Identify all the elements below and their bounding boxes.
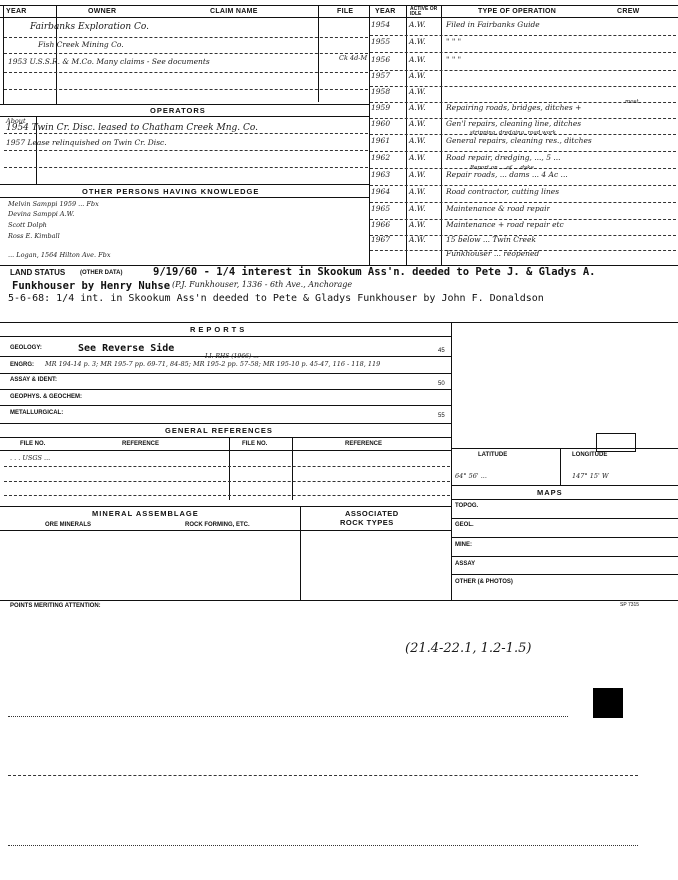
activity-year: 1959	[371, 103, 391, 112]
geology-label: GEOLOGY:	[10, 345, 42, 351]
maps-mine: MINE:	[455, 542, 472, 548]
genref-row-rule	[4, 495, 450, 496]
activity-operation: Filed in Fairbanks Guide	[446, 21, 540, 29]
land-status-label: LAND STATUS	[10, 268, 66, 277]
hdr-year2: YEAR	[375, 8, 396, 15]
rock-forming-label: ROCK FORMING, ETC.	[185, 522, 250, 528]
genref-title: GENERAL REFERENCES	[165, 426, 273, 435]
operators-note: About	[6, 117, 26, 125]
operators-row-rule	[4, 150, 368, 151]
col-op-divider	[441, 5, 442, 265]
geology-num: 45	[438, 348, 445, 354]
reports-title: REPORTS	[190, 325, 248, 334]
activity-year: 1957	[371, 71, 391, 80]
others-entry: Scott Dolph	[8, 221, 47, 229]
engrg-label: ENGRG:	[10, 362, 34, 368]
metallurgical-label: METALLURGICAL:	[10, 410, 64, 416]
maps-rule	[451, 485, 678, 486]
genref-ref2-divider	[292, 437, 293, 500]
engrg-value: MR 194-14 p. 3; MR 195-7 pp. 69-71, 84-85; MR 195-2 pp. 57-58; MR 195-10 p. 45-47, 116 - 118, 119	[45, 360, 381, 368]
points-line	[8, 775, 638, 776]
activity-operation: " " "	[446, 56, 462, 64]
maps-topog: TOPOG.	[455, 503, 479, 509]
activity-note: stripping, dredging, road work	[470, 130, 557, 136]
longitude-label: LONGITUDE	[572, 452, 608, 458]
activity-operation: Repair roads, ... dams ... 4 Ac ...	[446, 171, 568, 179]
owner-row-rule	[4, 72, 368, 73]
activity-status: A.W.	[409, 20, 426, 29]
genref-header-rule	[0, 437, 451, 438]
land-status-line3: 5-6-68: 1/4 int. in Skookum Ass'n deeded to Pete & Gladys Funkhouser by John F. Donaldson	[8, 293, 544, 304]
maps-assay: ASSAY	[455, 561, 476, 567]
maps-other: OTHER (& PHOTOS)	[455, 579, 513, 585]
genref-col-file: FILE NO.	[20, 441, 46, 447]
reports-row-rule	[0, 423, 451, 424]
activity-operation: Repairing roads, bridges, ditches +	[446, 104, 582, 112]
points-label: POINTS MERITING ATTENTION:	[10, 603, 101, 609]
others-entry: Devina Samppi A.W.	[8, 210, 75, 218]
owner-entry: Fairbanks Exploration Co.	[30, 22, 149, 32]
geology-value: See Reverse Side	[78, 343, 175, 354]
owner-file-note: Ck 4d-M	[339, 54, 368, 62]
hdr-year: YEAR	[6, 8, 27, 15]
owner-row-rule	[4, 37, 368, 38]
activity-row-rule	[370, 35, 676, 36]
activity-status: A.W.	[409, 119, 426, 128]
mineral-header-rule	[0, 530, 451, 531]
longitude-value: 147° 15' W	[572, 472, 609, 480]
points-line	[8, 845, 638, 846]
owner-entry: 1953 U.S.S.R. & M.Co. Many claims - See documents	[8, 57, 210, 66]
activity-operation: " " "	[446, 38, 462, 46]
operators-row-rule	[4, 167, 368, 168]
activity-status: A.W.	[409, 235, 426, 244]
latlong-divider	[560, 448, 561, 485]
activity-status: A.W.	[409, 87, 426, 96]
activity-year: 1964	[371, 187, 391, 196]
mineral-title: MINERAL ASSEMBLAGE	[92, 509, 199, 518]
genref-col-ref: REFERENCE	[122, 441, 160, 447]
genref-row-rule	[4, 466, 450, 467]
others-entry: Ross E. Kimball	[8, 232, 60, 240]
others-entry: ... Logan, 1564 Hilton Ave. Fbx	[8, 251, 111, 259]
activity-status: A.W.	[409, 187, 426, 196]
genref-mid-divider	[229, 437, 230, 500]
maps-geol: GEOL.	[455, 522, 474, 528]
mineral-rule	[0, 506, 451, 507]
engrg-top-note: I.I. RHS (1966) ...	[205, 353, 259, 360]
hdr-file: FILE	[337, 8, 354, 15]
hdr-crew: CREW	[617, 8, 640, 15]
form-code: SP 7315	[620, 602, 640, 608]
reports-header-rule	[0, 336, 451, 337]
right-panel-divider	[451, 322, 452, 600]
owner-row-rule	[4, 53, 368, 54]
activity-status: A.W.	[409, 103, 426, 112]
metallurgical-num: 55	[438, 413, 445, 419]
latitude-label: LATITUDE	[478, 452, 508, 458]
owner-row-rule	[4, 89, 368, 90]
activity-year: 1962	[371, 153, 391, 162]
geophys-label: GEOPHYS. & GEOCHEM:	[10, 394, 83, 400]
points-rule	[0, 600, 678, 601]
col-year-divider	[56, 5, 57, 105]
activity-year: 1958	[371, 87, 391, 96]
activity-year: 1960	[371, 119, 391, 128]
activity-operation: Maintenance & road repair	[446, 205, 551, 213]
operators-header-rule	[0, 116, 369, 117]
left-edge	[3, 5, 4, 105]
hdr-owner: OWNER	[88, 8, 117, 15]
activity-note: most	[625, 99, 639, 105]
operator-entry: 1954 Twin Cr. Disc. leased to Chatham Creek Mng. Co.	[6, 123, 258, 133]
activity-status: A.W.	[409, 55, 426, 64]
activity-status: A.W.	[409, 170, 426, 179]
checkbox-box	[596, 433, 636, 452]
hdr-claim-name: CLAIM NAME	[210, 8, 258, 15]
maps-header-rule	[451, 499, 678, 500]
others-title: OTHER PERSONS HAVING KNOWLEDGE	[82, 187, 260, 196]
activity-status: A.W.	[409, 37, 426, 46]
activity-year: 1963	[371, 170, 391, 179]
activity-year: 1966	[371, 220, 391, 229]
reports-rule	[0, 322, 678, 323]
operator-entry: 1957 Lease relinquished on Twin Cr. Disc.	[6, 138, 167, 147]
activity-year: 1956	[371, 55, 391, 64]
activity-operation: Funkhouser ... reopened	[446, 250, 540, 258]
activity-status: A.W.	[409, 136, 426, 145]
activity-status: A.W.	[409, 71, 426, 80]
activity-row-rule	[370, 52, 676, 53]
assay-label: ASSAY & IDENT:	[10, 377, 58, 383]
activity-row-rule	[370, 185, 676, 186]
activity-note: Report on ... of ... dyke	[470, 165, 534, 171]
operators-row-rule	[4, 133, 368, 134]
maps-title: MAPS	[537, 488, 563, 497]
activity-status: A.W.	[409, 204, 426, 213]
others-header-rule	[0, 197, 369, 198]
reports-row-rule	[0, 373, 451, 374]
activity-operation: 15 below ... Twin Creek	[446, 236, 536, 244]
maps-row-rule	[451, 537, 678, 538]
activity-status: A.W.	[409, 153, 426, 162]
activity-operation: Road contractor, cutting lines	[446, 188, 560, 196]
assay-num: 50	[438, 381, 445, 387]
activity-year: 1967	[371, 235, 391, 244]
genref-col-file2: FILE NO.	[242, 441, 268, 447]
activity-operation: Gen'l repairs, cleaning line, ditches	[446, 120, 582, 128]
coordinate-note: (21.4-22.1, 1.2-1.5)	[405, 641, 532, 656]
genref-row-entry: . . . USGS ...	[10, 454, 51, 462]
hdr-active-idle: ACTIVE OR IDLE	[410, 6, 438, 17]
reports-row-rule	[0, 389, 451, 390]
points-line	[8, 716, 568, 717]
maps-row-rule	[451, 518, 678, 519]
assoc-subtitle: ROCK TYPES	[340, 518, 394, 527]
land-status-line1: 9/19/60 - 1/4 interest in Skookum Ass'n. deeded to Pete J. & Gladys A.	[153, 266, 596, 278]
ore-minerals-label: ORE MINERALS	[45, 522, 92, 528]
assoc-rock-divider	[300, 506, 301, 600]
operators-title: OPERATORS	[150, 106, 206, 115]
activity-row-rule	[370, 202, 676, 203]
others-entry: Melvin Samppi 1959 ... Fbx	[8, 200, 99, 208]
activity-operation: General repairs, cleaning res., ditches	[446, 137, 592, 145]
activity-row-rule	[370, 151, 676, 152]
others-rule	[0, 184, 369, 185]
latitude-value: 64° 56' ...	[455, 472, 487, 480]
latlong-rule	[451, 448, 678, 449]
col-file-right	[369, 5, 370, 265]
hdr-type-of-operation: TYPE OF OPERATION	[478, 8, 557, 15]
genref-col-ref2: REFERENCE	[345, 441, 383, 447]
activity-status: A.W.	[409, 220, 426, 229]
land-status-line2-hand: (P.J. Funkhouser, 1336 - 6th Ave., Anchorage	[172, 280, 353, 289]
genref-row-rule	[4, 481, 450, 482]
activity-year: 1954	[371, 20, 391, 29]
assoc-title: ASSOCIATED	[345, 509, 399, 518]
header-rule	[0, 17, 678, 18]
activity-year: 1955	[371, 37, 391, 46]
owner-entry: Fish Creek Mining Co.	[38, 40, 124, 49]
land-status-line2: Funkhouser by Henry Nuhse	[12, 280, 171, 292]
maps-row-rule	[451, 556, 678, 557]
col-active-divider	[406, 5, 407, 265]
reports-row-rule	[0, 405, 451, 406]
top-rule	[0, 5, 678, 6]
registration-mark	[593, 688, 623, 718]
activity-year: 1965	[371, 204, 391, 213]
activity-operation: Road repair, dredging, ..., 5 ...	[446, 154, 561, 162]
operators-rule	[0, 104, 369, 105]
genref-cols-rule	[0, 450, 451, 451]
activity-operation: Maintenance + road repair etc	[446, 221, 564, 229]
land-status-sublabel: (OTHER DATA)	[80, 270, 123, 276]
activity-year: 1961	[371, 136, 391, 145]
maps-row-rule	[451, 574, 678, 575]
